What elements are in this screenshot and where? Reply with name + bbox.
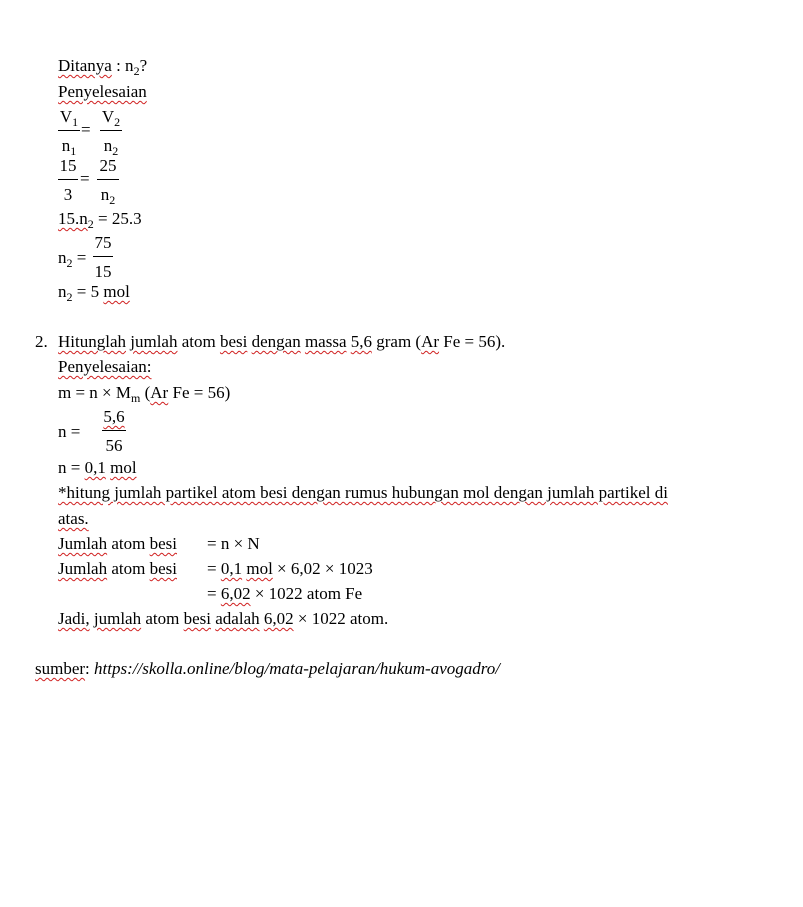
calc-row-1: = n × N: [207, 534, 260, 553]
fraction-v1-n1: $V_1$ $n_1$: [59, 107, 79, 158]
fraction-15-3: 15 3: [59, 156, 77, 204]
n2-result: $n_2 = 5$ mol: [58, 282, 130, 304]
fraction-v2-n2: $V_2$ $n_2$: [101, 107, 121, 158]
source-label: sumber: [35, 659, 86, 678]
conclusion-line: Jadi, jumlah atom besi adalah 6,02 × 1022 atom.: [58, 609, 389, 628]
ditanya-value: : $n_2$?: [116, 56, 148, 78]
ditanya-label: Ditanya: [58, 56, 112, 75]
equals-sign: =: [80, 169, 90, 188]
n-fraction-lhs: n =: [58, 422, 81, 441]
calc-label-1: Jumlah atom besi: [58, 534, 177, 553]
calc-row-3: = 6,02 × 1022 atom Fe: [207, 584, 363, 603]
source-url[interactable]: https://skolla.online/blog/mata-pelajaran/hukum-avogadro/: [94, 659, 500, 678]
fraction-25-n2: 25 $n_2$: [97, 157, 119, 203]
formula-line: $m = n \times M_m$ (Ar Fe = 56): [58, 383, 231, 405]
fraction-75-15: 75 15: [94, 233, 112, 281]
source-line: sumber: https://skolla.online/blog/mata-pelajaran/hukum-avogadro/: [35, 659, 500, 678]
penyelesaian-heading-2: Penyelesaian:: [58, 357, 152, 376]
calc-label-2: Jumlah atom besi: [58, 559, 177, 578]
n2-lhs: $n_2$ =: [58, 248, 87, 270]
fraction-5-6-56: $\frac{5,6}{56}$: [103, 407, 125, 455]
note-line-2: atas.: [58, 509, 89, 528]
calc-row-2: = 0,1 mol × 6,02 × 1023: [207, 559, 373, 578]
question-number: 2.: [35, 332, 48, 351]
ditanya-line: [58, 56, 148, 78]
penyelesaian-heading-1: Penyelesaian: [58, 82, 147, 101]
n-result: n = 0,1 mol: [58, 458, 137, 477]
note-line-1: *hitung jumlah partikel atom besi dengan rumus hubungan mol dengan jumlah partikel di: [58, 483, 668, 502]
equals-sign: =: [81, 120, 91, 139]
question-text: Hitunglah jumlah atom besi dengan massa 5,6 gram (Ar Fe = 56).: [58, 332, 506, 351]
equation-15-n2: $15.n_2 = 25.3$: [58, 209, 142, 231]
